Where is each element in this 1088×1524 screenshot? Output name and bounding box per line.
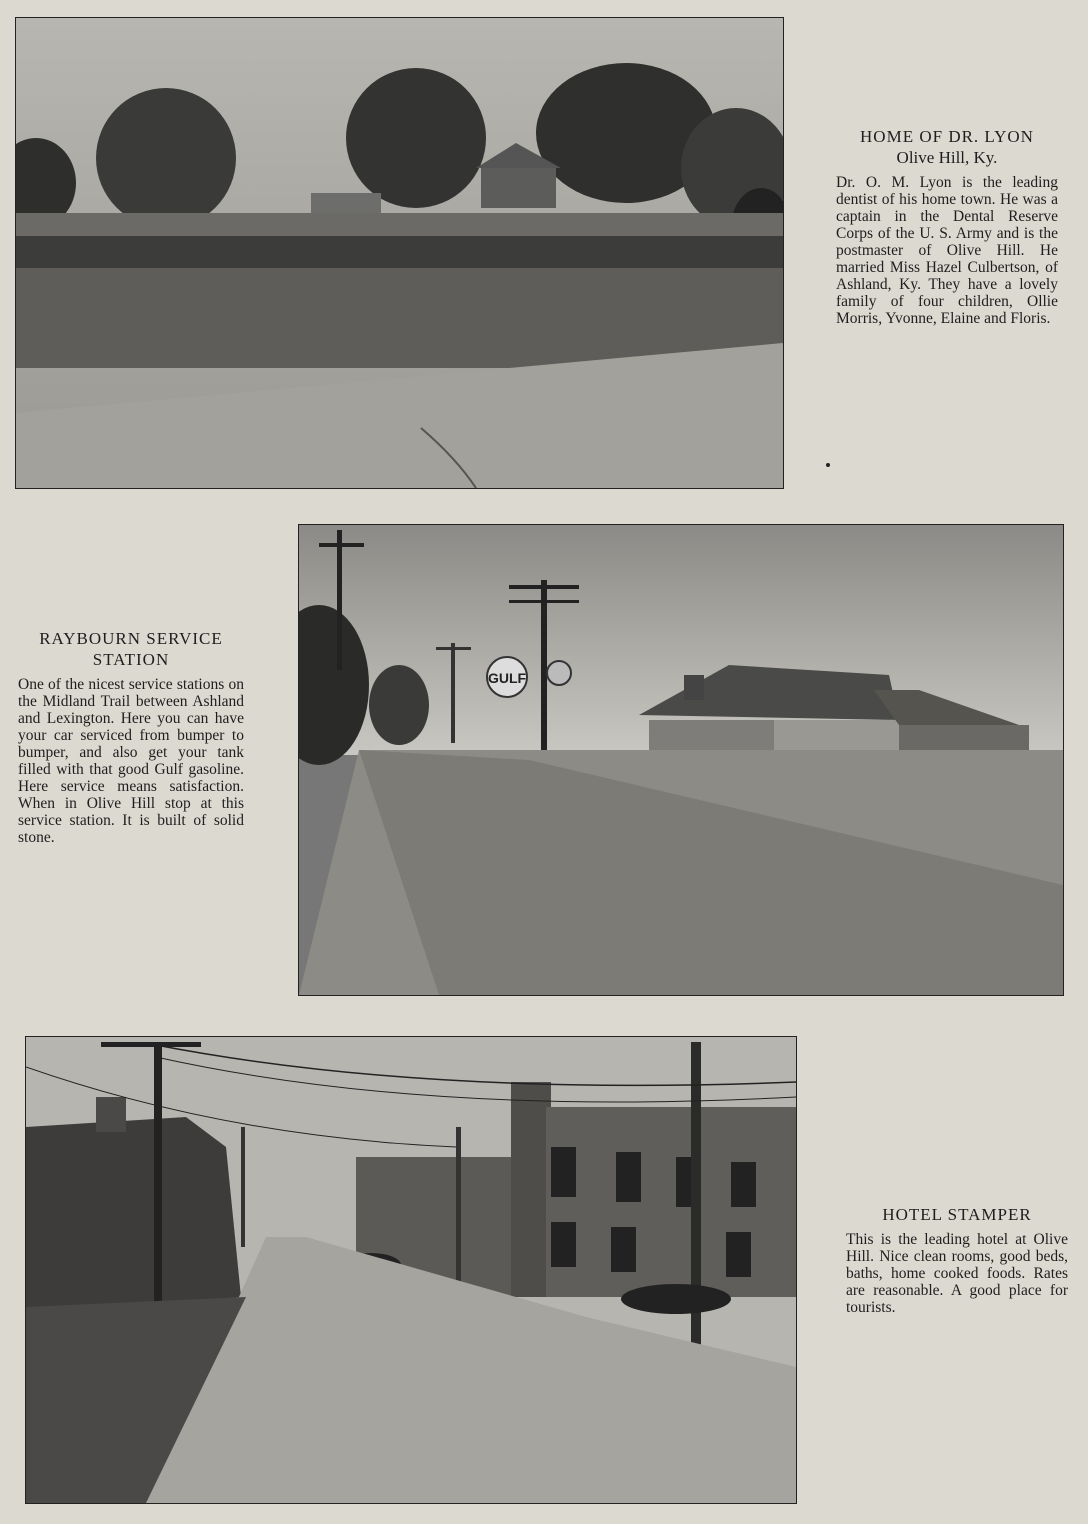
section-body: One of the nicest service stations on the Midland Trail between Ashland and Lexington. Here you can have your car serviced from bumper to bumper, and also get your tank filled with that good Gulf gasoline. Here service means satisfaction. When in Olive Hill stop at this service station. It is built of solid stone. bbox=[18, 676, 244, 846]
section-title: HOME OF DR. LYON bbox=[860, 127, 1034, 146]
photo-lyon-home bbox=[15, 17, 784, 489]
gulf-sign-text: GULF bbox=[487, 670, 527, 686]
photo-hotel-stamper bbox=[25, 1036, 797, 1504]
section-body: Dr. O. M. Lyon is the leading dentist of his home town. He was a captain in the Dental Reserve Corps of the U. S. Army and is the postmaster of Olive Hill. He married Miss Hazel Culbertson, of Ashland, Ky. They have a lovely family of four children, Ollie Morris, Yvonne, Elaine and Floris. bbox=[836, 174, 1058, 327]
caption-service-station bbox=[18, 628, 244, 846]
section-title: HOTEL STAMPER bbox=[882, 1205, 1032, 1224]
print-speck bbox=[826, 463, 830, 467]
section-subtitle: Olive Hill, Ky. bbox=[896, 148, 998, 167]
caption-hotel-stamper bbox=[846, 1204, 1068, 1316]
section-body: This is the leading hotel at Olive Hill. Nice clean rooms, good beds, baths, home cooked foods. Rates are reasonable. A good place for tourists. bbox=[846, 1231, 1068, 1316]
caption-lyon-home bbox=[836, 126, 1058, 327]
photo-service-station bbox=[298, 524, 1064, 996]
section-title: RAYBOURN SERVICE STATION bbox=[39, 629, 223, 669]
